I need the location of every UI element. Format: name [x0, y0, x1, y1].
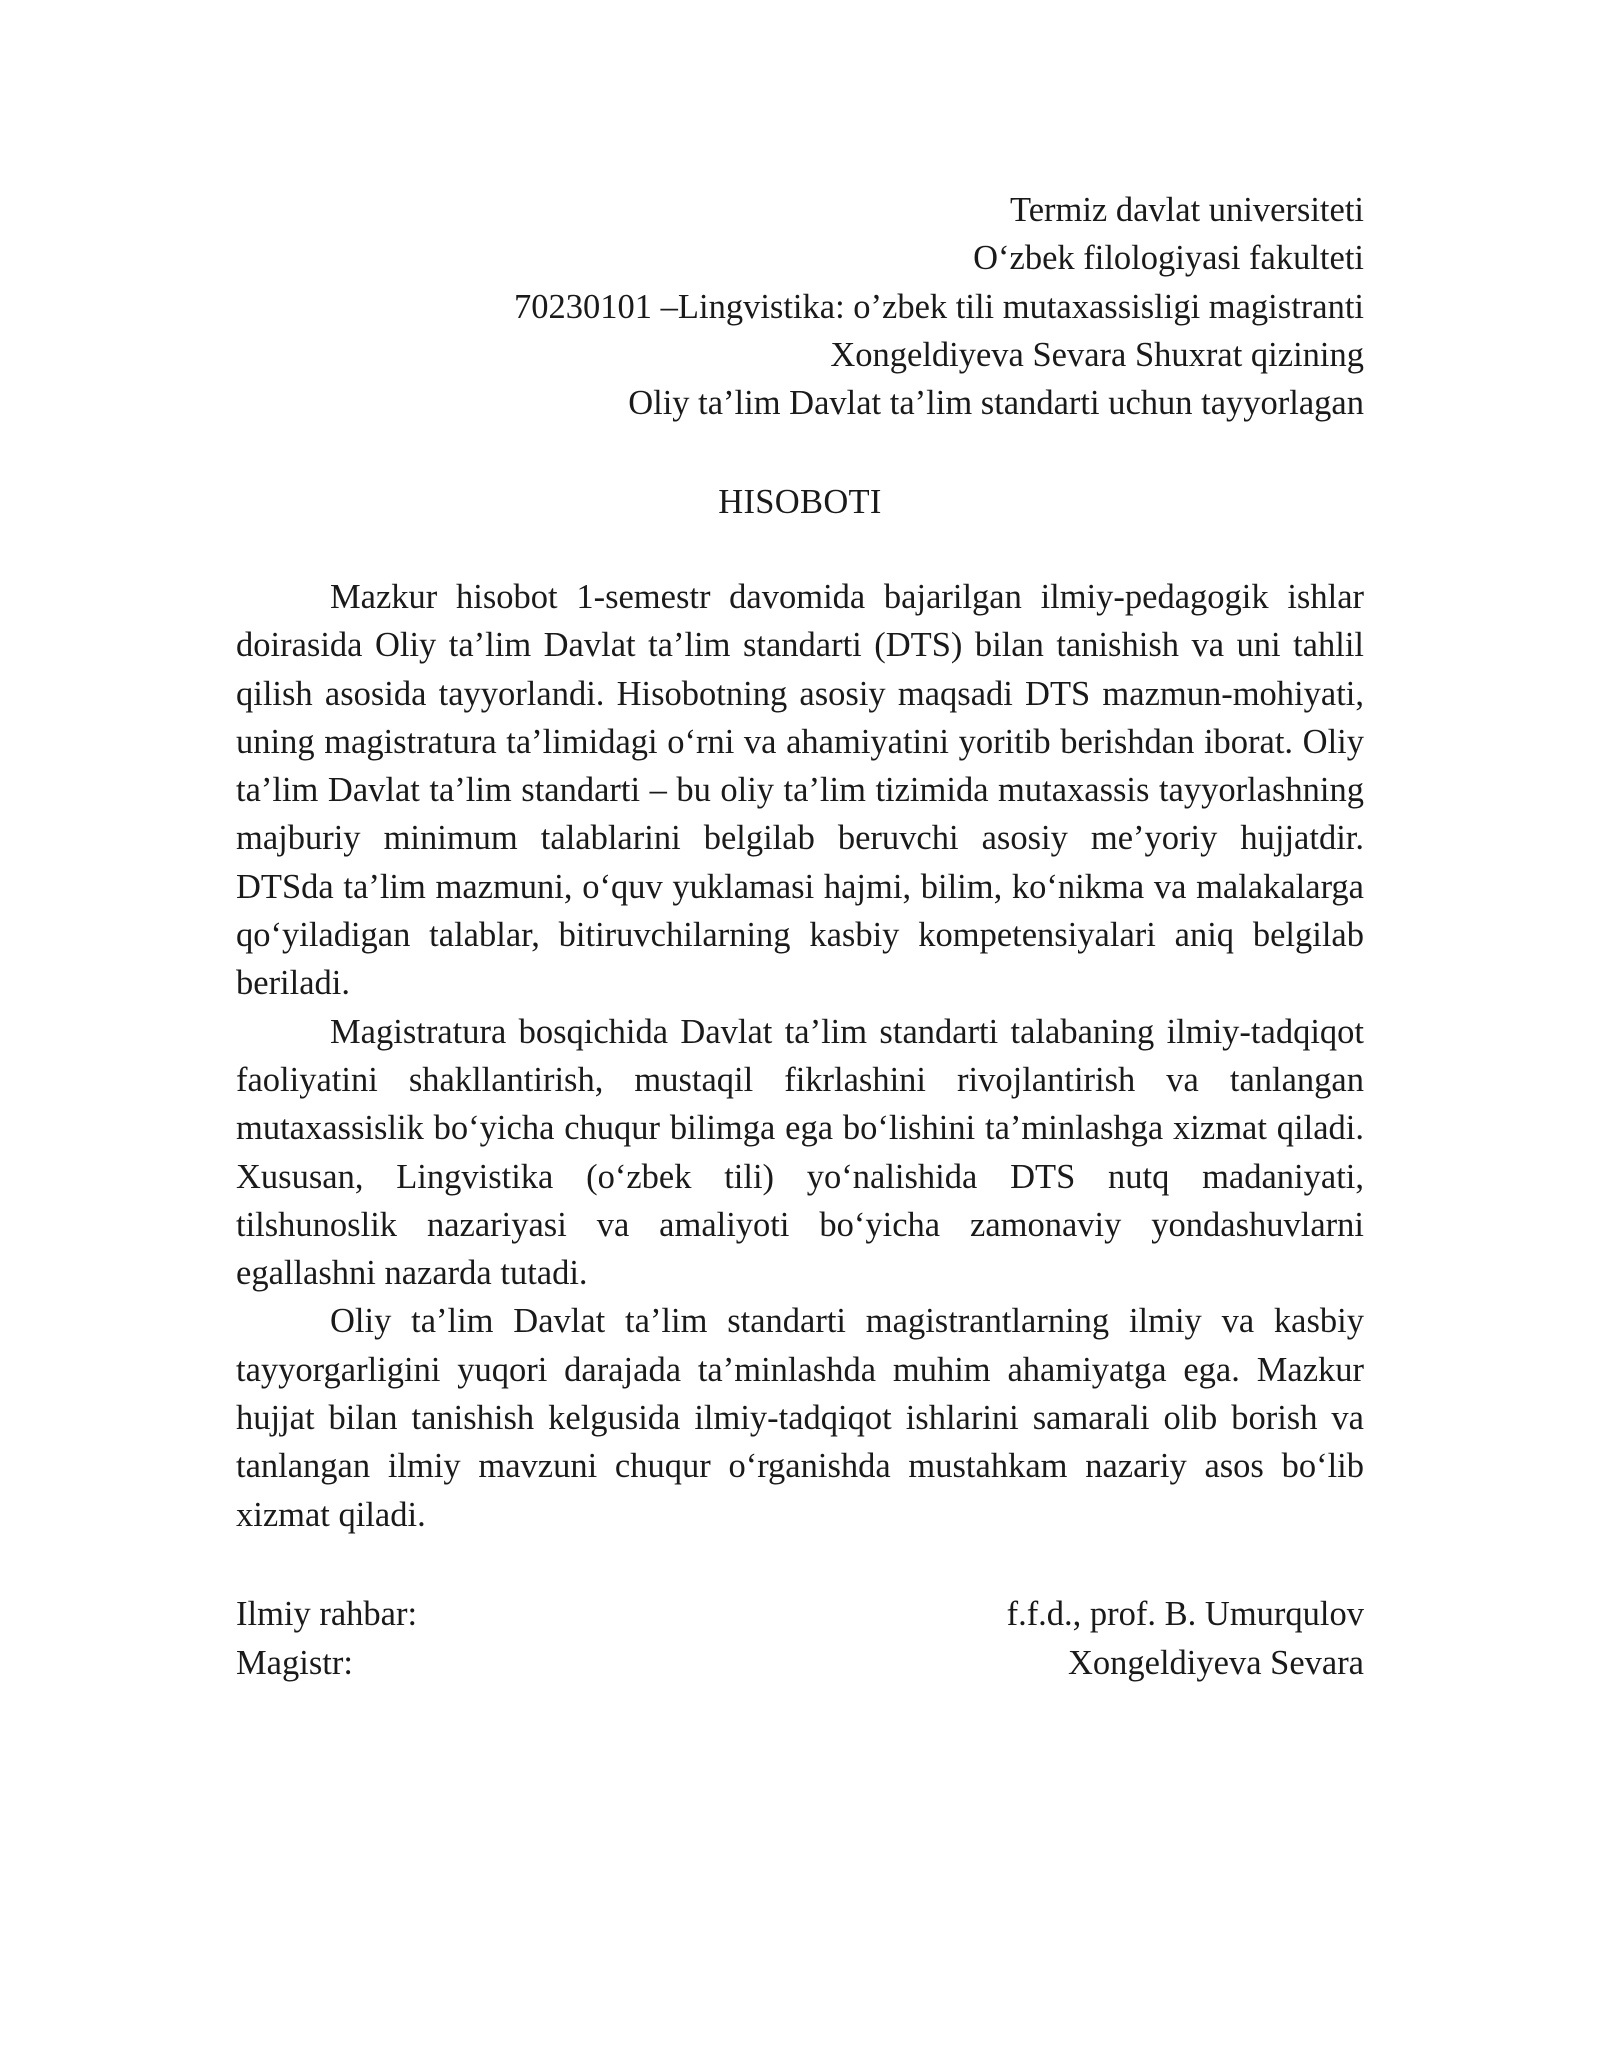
author-name: Xongeldiyeva Sevara Shuxrat qizining — [830, 335, 1364, 374]
university-name: Termiz davlat universiteti — [1010, 191, 1364, 229]
paragraph: Oliy ta’lim Davlat ta’lim standarti magistrantlarning ilmiy va kasbiy tayyorgarligini yuqori darajada ta’minlashda muhim ahamiyatga ega. Mazkur hujjat bilan tanishish kelgusida ilmiy-tadqiqot ishlarini samarali olib borish va tanlangan ilmiy mavzuni chuqur o‘rganishda mustahkam nazariy asos bo‘lib xizmat qiladi. — [236, 1302, 1364, 1534]
supervisor-row — [236, 1590, 1364, 1639]
faculty-name: O‘zbek filologiyasi fakulteti — [973, 239, 1364, 278]
paragraph: Magistratura bosqichida Davlat ta’lim standarti talabaning ilmiy-tadqiqot faoliyatini shakllantirish, mustaqil fikrlashini rivojlantirish va tanlangan mutaxassislik bo‘yicha chuqur bilimga ega bo‘lishini ta’minlashga xizmat qiladi. Xususan, Lingvistika (o‘zbek tili) yo‘nalishida DTS nutq madaniyati, tilshunoslik nazariyasi va amaliyoti bo‘yicha zamonaviy yondashuvlarni egallashni nazarda tutadi. — [236, 1012, 1364, 1293]
student-name: Xongeldiyeva Sevara — [1067, 1644, 1364, 1682]
supervisor-name: f.f.d., prof. B. Umurqulov — [1006, 1595, 1364, 1633]
report-purpose: Oliy ta’lim Davlat ta’lim standarti uchun tayyorlagan — [628, 384, 1364, 423]
student-label: Magistr: — [236, 1644, 353, 1682]
document-header — [236, 186, 1364, 427]
report-title: HISOBOTI — [718, 483, 882, 521]
student-row — [236, 1639, 1364, 1688]
report-body — [236, 573, 1364, 1539]
specialty-line: 70230101 –Lingvistika: o’zbek tili mutaxassisligi magistranti — [514, 287, 1364, 326]
paragraph: Mazkur hisobot 1-semestr davomida bajarilgan ilmiy-pedagogik ishlar doirasida Oliy ta’lim Davlat ta’lim standarti (DTS) bilan tanishish va uni tahlil qilish asosida tayyorlandi. Hisobotning asosiy maqsadi DTS mazmun-mohiyati, uning magistratura ta’limidagi o‘rni va ahamiyatini yoritib berishdan iborat. Oliy ta’lim Davlat ta’lim standarti – bu oliy ta’lim tizimida mutaxassis tayyorlashning majburiy minimum talablarini belgilab beruvchi asosiy me’yoriy hujjatdir. DTSda ta’lim mazmuni, o‘quv yuklamasi hajmi, bilim, ko‘nikma va malakalarga qo‘yiladigan talablar, bitiruvchilarning kasbiy kompetensiyalari aniq belgilab beriladi. — [236, 578, 1364, 1003]
signature-block — [236, 1590, 1364, 1688]
supervisor-label: Ilmiy rahbar: — [236, 1595, 418, 1633]
